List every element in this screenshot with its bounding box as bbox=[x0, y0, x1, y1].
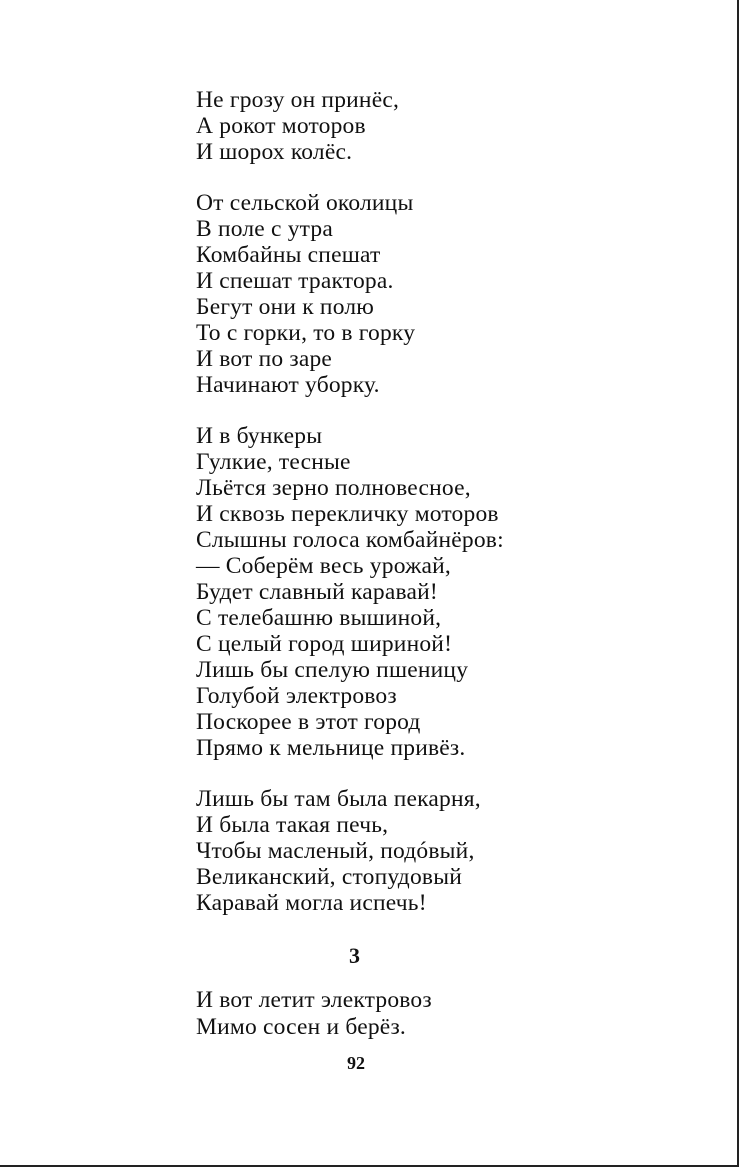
poem-line: И шорох колёс. bbox=[196, 139, 353, 165]
poem-line: С целый город шириной! bbox=[196, 631, 453, 657]
poem-line: Прямо к мельнице привёз. bbox=[196, 735, 466, 761]
stanza-3 bbox=[196, 423, 716, 761]
poem-line: Слышны голоса комбайнёров: bbox=[196, 527, 504, 553]
poem-line: С телебашню вышиной, bbox=[196, 605, 442, 631]
poem-line: И была такая печь, bbox=[196, 812, 389, 838]
stanza-4 bbox=[196, 786, 716, 916]
poem-line: Будет славный каравай! bbox=[196, 579, 438, 605]
poem-line: Голубой электровоз bbox=[196, 683, 397, 709]
poem-line: И вот по заре bbox=[196, 346, 333, 372]
poem-line: И в бункеры bbox=[196, 423, 323, 449]
stanza-final bbox=[196, 987, 432, 1041]
poem-line: Гулкие, тесные bbox=[196, 449, 351, 475]
poem-line: Лишь бы спелую пшеницу bbox=[196, 657, 469, 683]
poem-line: И вот летит электровоз bbox=[196, 987, 432, 1013]
section-number: 3 bbox=[349, 943, 360, 968]
poem-line: И сквозь перекличку моторов bbox=[196, 501, 499, 527]
poem-line: Поскорее в этот город bbox=[196, 709, 421, 735]
poem-line: Каравай могла испечь! bbox=[196, 890, 427, 916]
stanza-1 bbox=[196, 87, 716, 165]
poem-line: И спешат трактора. bbox=[196, 268, 394, 294]
poem-line: Не грозу он принёс, bbox=[196, 87, 400, 113]
poem-line: В поле с утра bbox=[196, 216, 333, 242]
poem-line: То с горки, то в горку bbox=[196, 320, 416, 346]
stanza-2 bbox=[196, 190, 716, 398]
poem-line: Великанский, стопудовый bbox=[196, 864, 462, 890]
poem-line: Начинают уборку. bbox=[196, 372, 380, 398]
poem-line: А рокот моторов bbox=[196, 113, 366, 139]
poem-line: Комбайны спешат bbox=[196, 242, 381, 268]
poem-line: — Соберём весь урожай, bbox=[196, 553, 451, 579]
poem-line: От сельской околицы bbox=[196, 190, 414, 216]
poem-line: Мимо сосен и берёз. bbox=[196, 1014, 406, 1040]
poem-line: Льётся зерно полновесное, bbox=[196, 475, 471, 501]
poem-line: Бегут они к полю bbox=[196, 294, 375, 320]
page-number: 92 bbox=[347, 1053, 365, 1073]
poem-body bbox=[196, 87, 716, 941]
poem-line: Лишь бы там была пекарня, bbox=[196, 786, 481, 812]
poem-line: Чтобы масленый, подóвый, bbox=[196, 838, 475, 864]
